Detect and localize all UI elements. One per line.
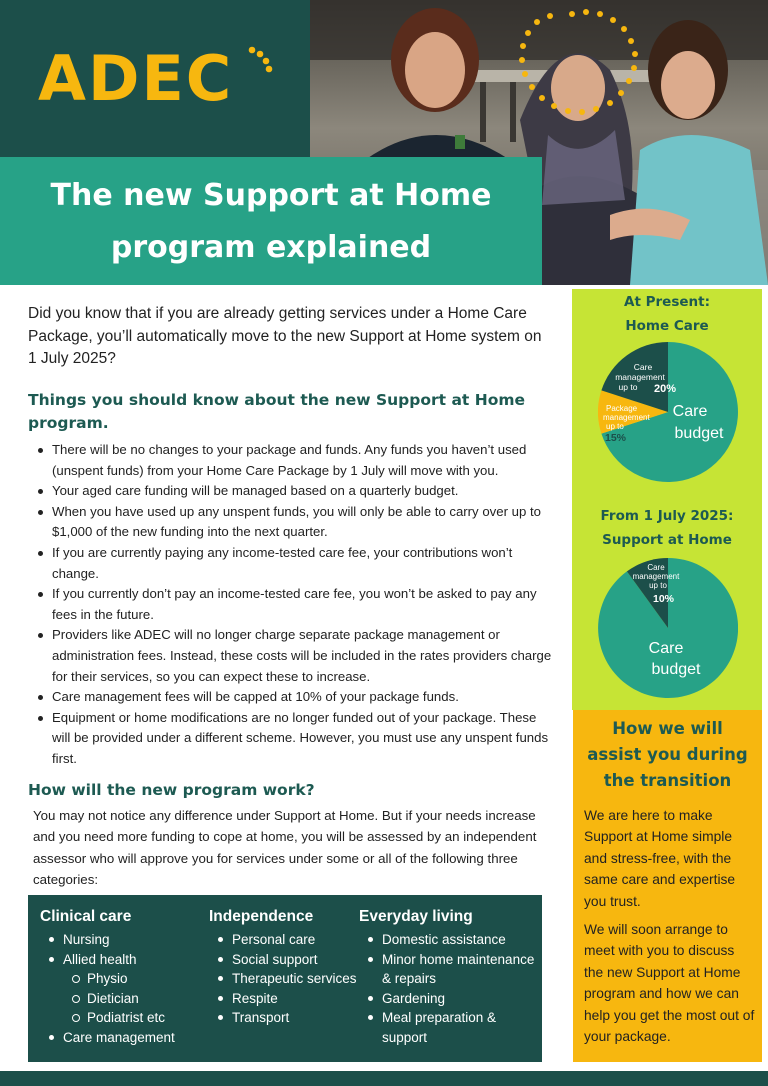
things-list — [52, 440, 554, 770]
category-item: Nursing — [40, 930, 210, 950]
pie1-package-mgmt-label: Package management up to — [603, 404, 650, 431]
category-list — [40, 930, 210, 1047]
present-pie-chart — [598, 342, 738, 482]
adec-logo — [38, 38, 278, 118]
category-item: Gardening — [359, 989, 537, 1009]
present-heading-line1: At Present: — [624, 294, 710, 310]
assist-heading-line1: How we will — [612, 719, 723, 738]
category-item: Meal preparation & support — [359, 1008, 537, 1047]
intro-paragraph: Did you know that if you are already getting services under a Home Care Package, you’ll automatically move to the new Support at Home system on 1 July 2025? — [28, 305, 542, 367]
july-heading-line2: Support at Home — [602, 532, 732, 548]
category-item: Care management — [40, 1028, 210, 1048]
assist-heading — [573, 716, 762, 794]
pie1-care-mgmt-value: 20% — [654, 383, 677, 395]
pie1-care-mgmt-label: Care management up to — [615, 362, 665, 392]
category-item: Minor home maintenance & repairs — [359, 950, 537, 989]
category-everyday-living — [359, 907, 537, 1047]
category-sub-item: Dietician — [40, 989, 210, 1009]
category-item: Transport — [209, 1008, 359, 1028]
july-heading — [572, 504, 762, 552]
page-title-line2: program explained — [110, 230, 432, 265]
category-item: Allied health — [40, 950, 210, 970]
pie1-package-mgmt-value: 15% — [605, 432, 627, 444]
category-title: Clinical care — [40, 908, 132, 925]
things-list-item: Equipment or home modifications are no longer funded out of your package. These will be provided under a different scheme. However, you must use any unspent funds first. — [52, 708, 554, 770]
things-list-item: When you have used up any unspent funds, you will only be able to carry over up to $1,000 of the new funding into the next quarter. — [52, 502, 554, 543]
present-heading-line2: Home Care — [625, 318, 709, 334]
category-list — [359, 930, 537, 1047]
category-sub-item: Physio — [40, 969, 210, 989]
how-paragraph: You may not notice any difference under Support at Home. But if your needs increase and you need more funding to cope at home, you will be assessed by an independent assessor who will approve you for services under some or all of the following three categories: — [33, 808, 537, 888]
category-title: Independence — [209, 908, 314, 925]
category-sub-item: Podiatrist etc — [40, 1008, 210, 1028]
things-heading: Things you should know about the new Support at Home program. — [28, 391, 526, 432]
assist-paragraph-2: We will soon arrange to meet with you to discuss the new Support at Home program and how we can help you get the most out of your package. — [584, 922, 755, 1045]
category-item: Domestic assistance — [359, 930, 537, 950]
logo-dots-icon — [249, 47, 273, 73]
page-title-line1: The new Support at Home — [50, 178, 492, 213]
categories-box — [28, 895, 542, 1062]
category-item: Respite — [209, 989, 359, 1009]
july-heading-line1: From 1 July 2025: — [600, 508, 734, 524]
category-item: Therapeutic services — [209, 969, 359, 989]
assist-heading-line3: the transition — [603, 771, 732, 790]
things-list-item: If you are currently paying any income-tested care fee, your contributions won’t change. — [52, 543, 554, 584]
assist-heading-line2: assist you during — [587, 745, 748, 764]
things-list-item: Your aged care funding will be managed based on a quarterly budget. — [52, 481, 554, 502]
page-title — [0, 170, 542, 274]
category-item: Social support — [209, 950, 359, 970]
present-heading — [572, 290, 762, 338]
category-item: Personal care — [209, 930, 359, 950]
things-list-item: There will be no changes to your package and funds. Any funds you haven’t used (unspent funds) from your Home Care Package by 1 July will move with you. — [52, 440, 554, 481]
logo-text: ADEC — [38, 42, 234, 115]
category-title: Everyday living — [359, 908, 473, 925]
category-list — [209, 930, 359, 1028]
category-independence — [209, 907, 359, 1028]
things-list-item: If you currently don’t pay an income-tested care fee, you won’t be asked to pay any fees in the future. — [52, 584, 554, 625]
july-pie-chart — [598, 558, 738, 698]
pie1-care-budget-label: Care budget — [672, 403, 724, 442]
things-list-item: Providers like ADEC will no longer charge separate package management or administration fees. Instead, these costs will be included in the rates providers charge for their services, so you can expect these to increase. — [52, 625, 554, 687]
things-list-item: Care management fees will be capped at 10% of your package funds. — [52, 687, 554, 708]
assist-paragraph-1: We are here to make Support at Home simple and stress-free, with the same care and expertise you trust. — [584, 808, 736, 909]
pie2-care-mgmt-label: Care management up to — [632, 563, 680, 590]
footer-bar — [0, 1071, 768, 1086]
how-heading: How will the new program work? — [28, 781, 315, 799]
pie2-care-budget-label: Care budget — [648, 640, 701, 678]
category-clinical-care — [40, 907, 210, 1047]
pie2-care-mgmt-value: 10% — [653, 593, 675, 605]
